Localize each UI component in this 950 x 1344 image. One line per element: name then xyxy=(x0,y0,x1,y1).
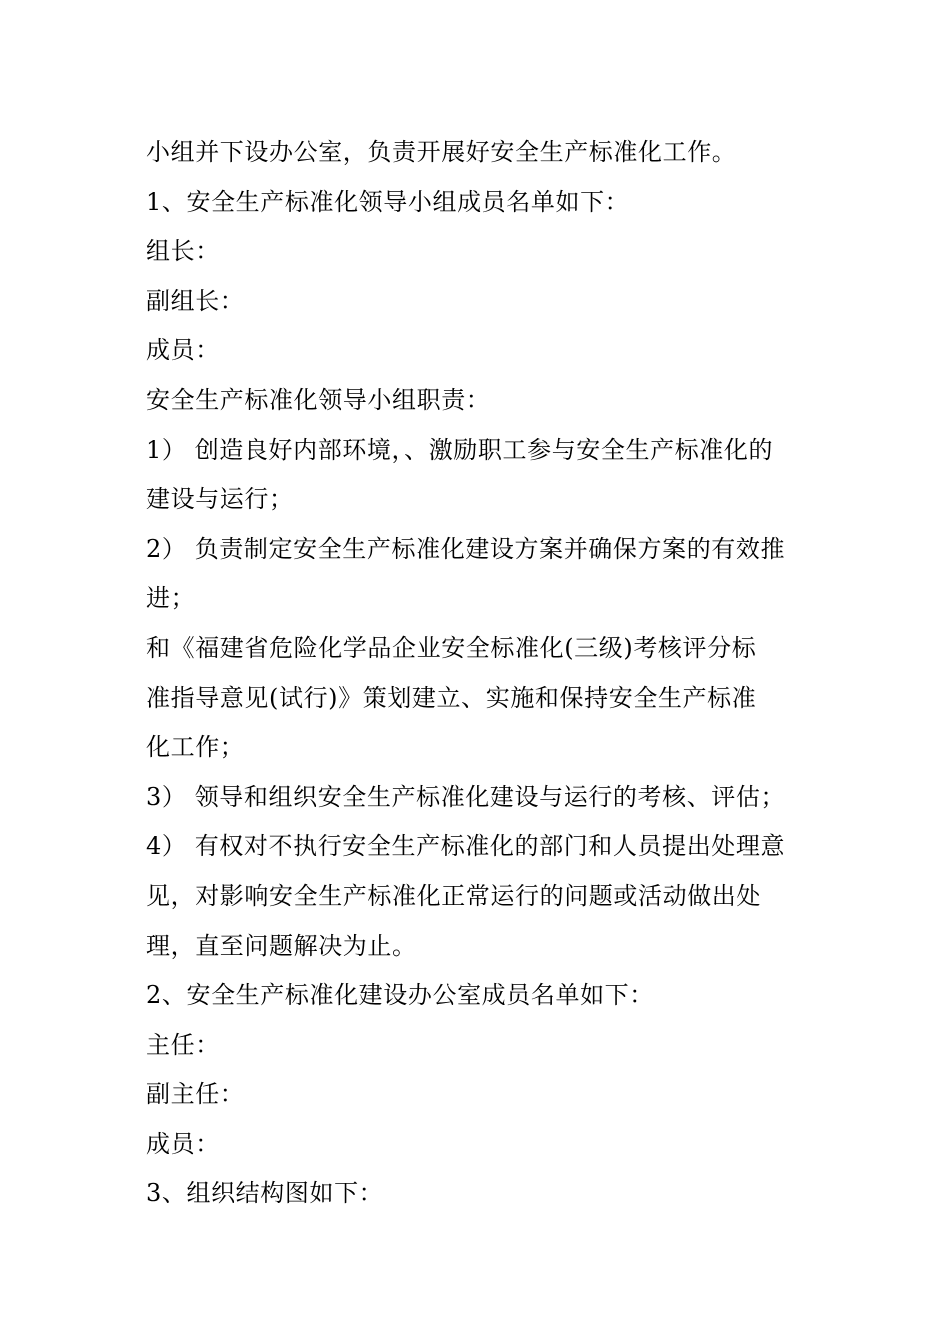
duty-item-4-continued: 理，直至问题解决为止。 xyxy=(146,931,417,960)
list-heading-leadership-members: 1、安全生产标准化领导小组成员名单如下： xyxy=(146,187,630,216)
text-line: 化工作； xyxy=(146,733,245,762)
duty-item-2-continued: 进； xyxy=(146,584,196,613)
text-line: 小组并下设办公室，负责开展好安全生产标准化工作。 xyxy=(146,138,737,166)
field-deputy-director: 副主任： xyxy=(146,1080,245,1109)
field-office-members: 成员： xyxy=(146,1129,220,1158)
section-heading-org-chart: 3、组织结构图如下： xyxy=(146,1179,384,1208)
field-members: 成员： xyxy=(146,336,220,365)
text-line: 和《福建省危险化学品企业安全标准化(三级)考核评分标 xyxy=(146,633,757,662)
duty-item-1-continued: 建设与运行； xyxy=(146,485,294,514)
section-heading-duties: 安全生产标准化领导小组职责： xyxy=(146,385,491,414)
duty-item-3: 3） 领导和组织安全生产标准化建设与运行的考核、评估； xyxy=(146,782,786,811)
text-line: 准指导意见(试行)》策划建立、实施和保持安全生产标准 xyxy=(146,683,757,712)
document-body xyxy=(146,128,811,1219)
duty-item-1: 1） 创造良好内部环境，、激励职工参与安全生产标准化的 xyxy=(146,435,774,464)
field-leader: 组长： xyxy=(146,237,220,266)
duty-item-4: 4） 有权对不执行安全生产标准化的部门和人员提出处理意 xyxy=(146,832,786,861)
list-heading-office-members: 2、安全生产标准化建设办公室成员名单如下： xyxy=(146,981,654,1010)
field-deputy-leader: 副组长： xyxy=(146,286,245,315)
field-director: 主任： xyxy=(146,1030,220,1059)
duty-item-4-continued: 见，对影响安全生产标准化正常运行的问题或活动做出处 xyxy=(146,881,761,910)
duty-item-2: 2） 负责制定安全生产标准化建设方案并确保方案的有效推 xyxy=(146,534,786,563)
